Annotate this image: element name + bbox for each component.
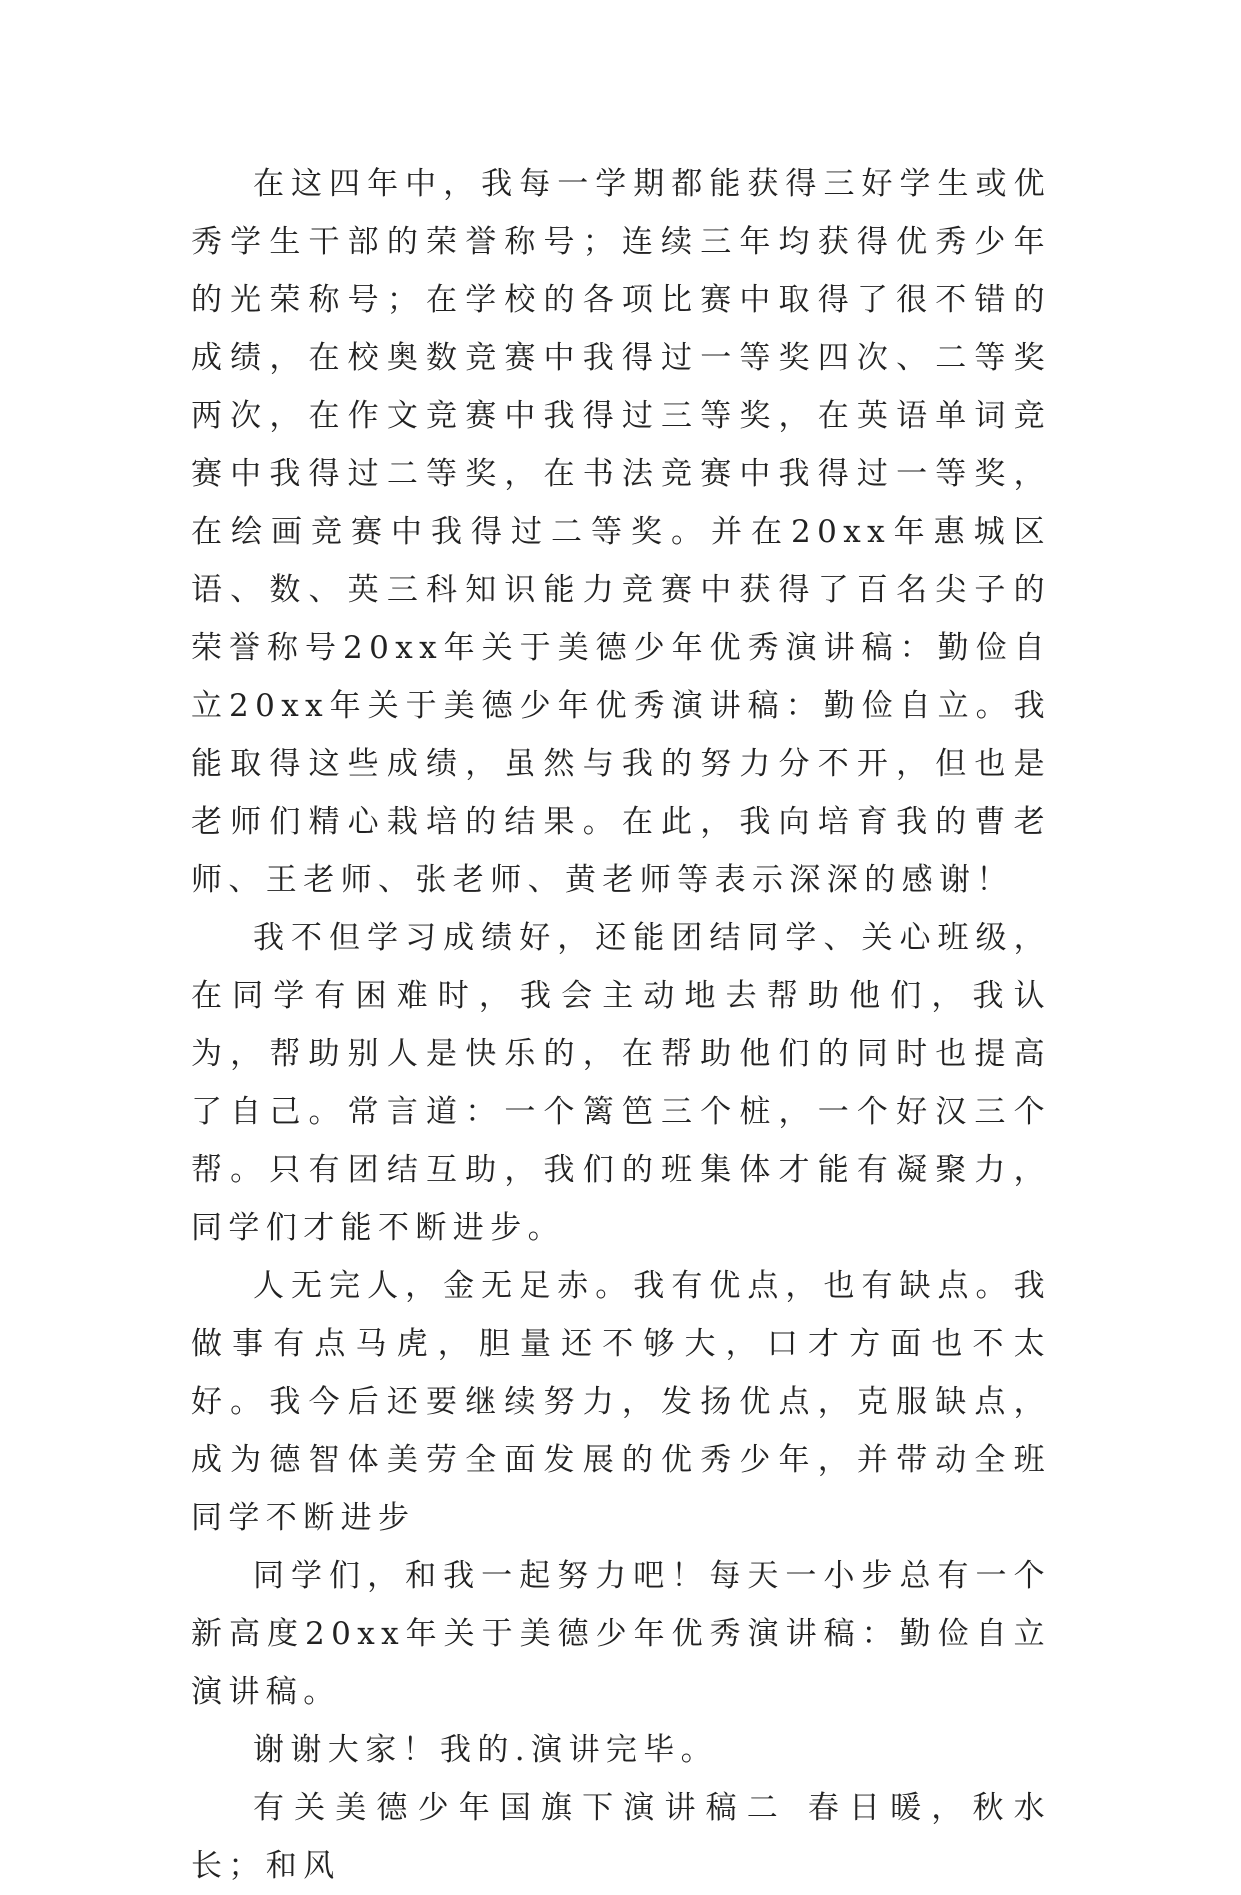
paragraph-closing: 谢谢大家！我的.演讲完毕。 xyxy=(253,1732,719,1768)
paragraph-encouragement: 同学们，和我一起努力吧！每天一小步总有一个新高度20xx年关于美德少年优秀演讲稿：勤俭自立演讲稿。 xyxy=(191,1558,1051,1710)
paragraph-achievements: 在这四年中，我每一学期都能获得三好学生或优秀学生干部的荣誉称号；连续三年均获得优秀少年的光荣称号；在学校的各项比赛中取得了很不错的成绩，在校奥数竞赛中我得过一等奖四次、二等奖两次，在作文竞赛中我得过三等奖，在英语单词竞赛中我得过二等奖，在书法竞赛中我得过一等奖，在绘画竞赛中我得过二等奖。并在20xx年惠城区语、数、英三科知识能力竞赛中获得了百名尖子的荣誉称号20xx年关于美德少年优秀演讲稿：勤俭自立20xx年关于美德少年优秀演讲稿：勤俭自立。我能取得这些成绩，虽然与我的努力分不开，但也是老师们精心栽培的结果。在此，我向培育我的曹老师、王老师、张老师、黄老师等表示深深的感谢！ xyxy=(191,166,1051,898)
document-body xyxy=(191,155,1051,1895)
paragraph-helping-classmates: 我不但学习成绩好，还能团结同学、关心班级，在同学有困难时，我会主动地去帮助他们，我认为，帮助别人是快乐的，在帮助他们的同时也提高了自己。常言道：一个篱笆三个桩，一个好汉三个帮。只有团结互助，我们的班集体才能有凝聚力，同学们才能不断进步。 xyxy=(191,920,1051,1246)
paragraph-shortcomings: 人无完人，金无足赤。我有优点，也有缺点。我做事有点马虎，胆量还不够大，口才方面也不太好。我今后还要继续努力，发扬优点，克服缺点，成为德智体美劳全面发展的优秀少年，并带动全班同学不断进步 xyxy=(191,1268,1051,1536)
paragraph-next-speech-title: 有关美德少年国旗下演讲稿二 春日暖，秋水长；和风 xyxy=(191,1790,1051,1884)
